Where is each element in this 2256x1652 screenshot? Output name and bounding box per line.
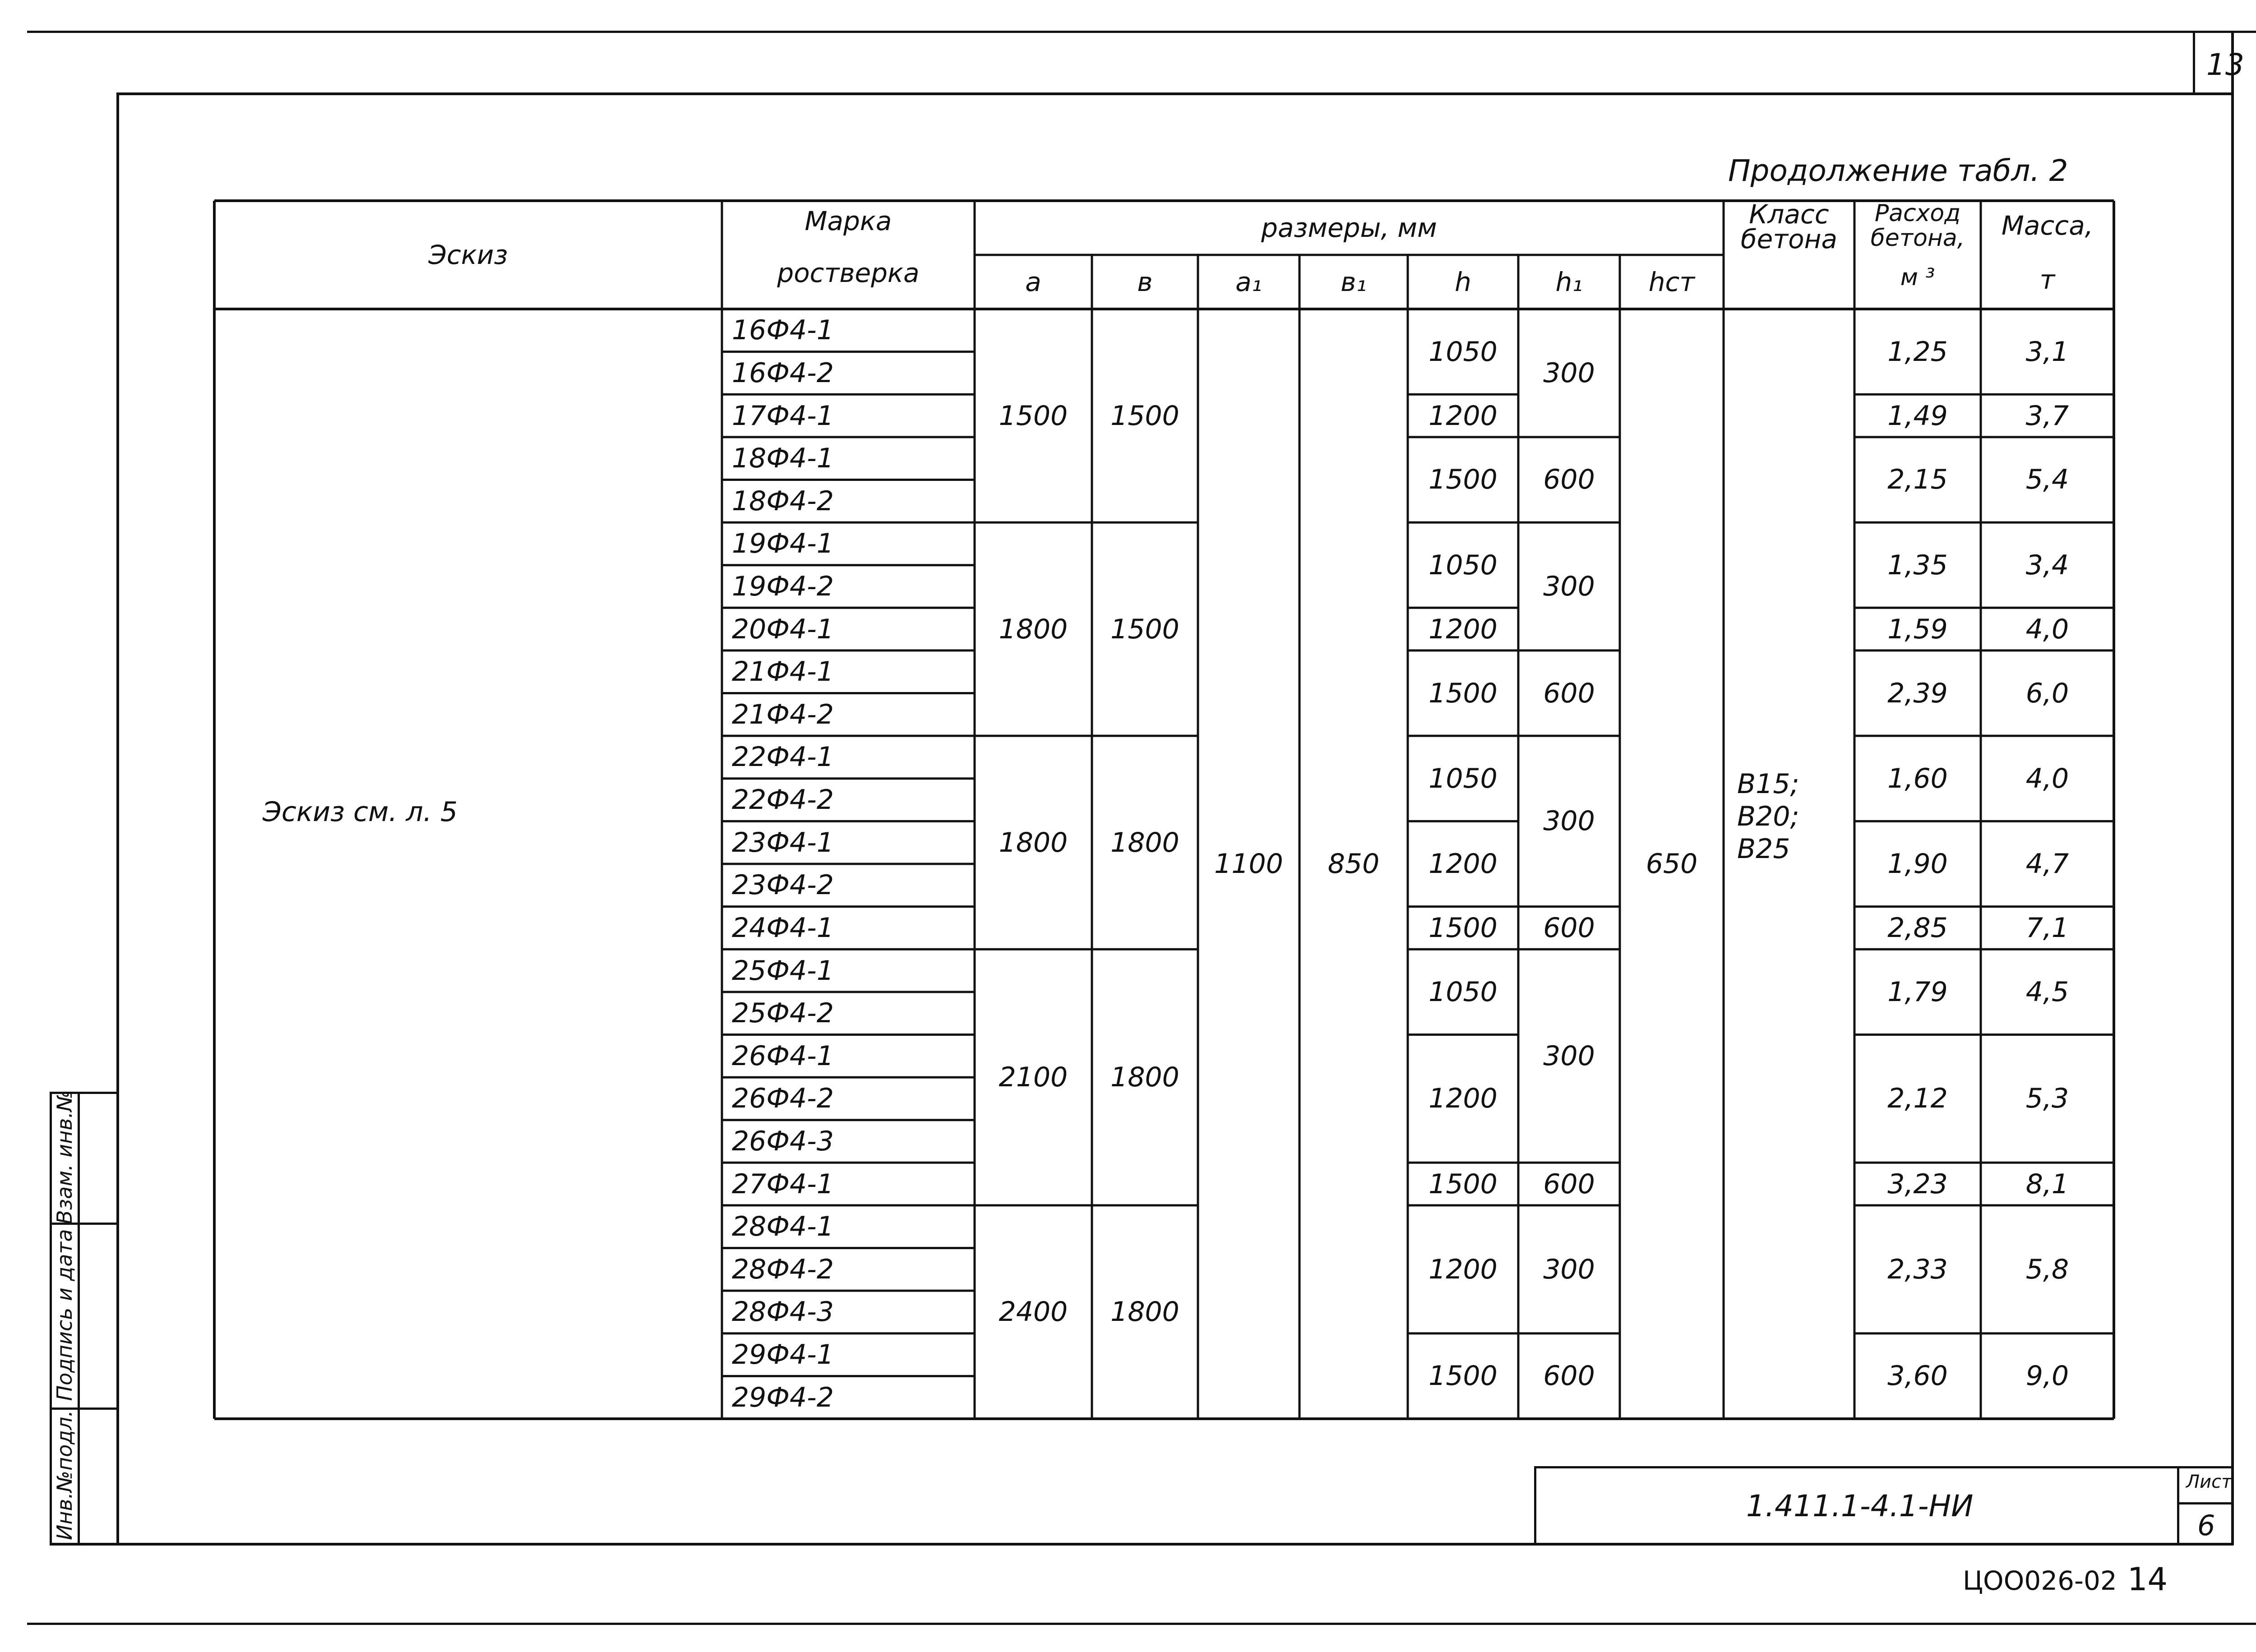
sheet-number-top: 13 (2206, 47, 2244, 82)
h1-value: 600 (1543, 1360, 1595, 1392)
a-value: 1800 (999, 613, 1068, 645)
volume-value: 2,85 (1887, 912, 1948, 944)
sheet-value: 6 (2197, 1509, 2215, 1542)
mass-value: 7,1 (2025, 912, 2069, 944)
b-value: 1500 (1110, 613, 1179, 645)
mark-cell: 19Ф4-2 (732, 570, 834, 602)
mass-value: 4,5 (2025, 976, 2069, 1008)
header-dim-2: a₁ (1235, 267, 1262, 297)
mass-value: 4,0 (2025, 613, 2069, 645)
mark-cell: 16Ф4-1 (732, 314, 834, 346)
h-value: 1500 (1428, 912, 1498, 944)
h-value: 1500 (1428, 464, 1498, 496)
h-value: 1050 (1428, 976, 1498, 1008)
header-mark-2: ростверка (777, 258, 920, 288)
h1-value: 600 (1543, 677, 1595, 709)
mark-cell: 28Ф4-2 (732, 1253, 834, 1285)
sketch-reference: Эскиз см. л. 5 (263, 796, 458, 828)
h1-value: 300 (1543, 570, 1595, 602)
sheet-label: Лист (2186, 1472, 2232, 1492)
header-dim-4: h (1455, 267, 1471, 297)
mark-cell: 24Ф4-1 (732, 912, 834, 944)
mark-cell: 23Ф4-1 (732, 826, 834, 858)
mark-cell: 18Ф4-1 (732, 443, 834, 475)
volume-value: 2,12 (1887, 1083, 1948, 1115)
mass-value: 3,1 (2025, 336, 2069, 368)
mark-cell: 26Ф4-3 (732, 1125, 834, 1157)
h-value: 1200 (1428, 1253, 1498, 1285)
h-value: 1500 (1428, 677, 1498, 709)
mark-cell: 23Ф4-2 (732, 869, 834, 901)
header-dim-3: в₁ (1341, 267, 1367, 297)
b-value: 1800 (1110, 1061, 1179, 1094)
header-dim-0: a (1025, 267, 1041, 297)
mark-cell: 21Ф4-2 (732, 698, 834, 730)
h-value: 1200 (1428, 613, 1498, 645)
header-mass-2: т (2039, 264, 2055, 295)
header-dim-1: в (1137, 267, 1153, 297)
header-consumption-1: Расход (1874, 199, 1961, 227)
mark-cell: 28Ф4-1 (732, 1211, 834, 1243)
a1-value: 1100 (1214, 848, 1283, 880)
mark-cell: 17Ф4-1 (732, 400, 834, 432)
header-dim-6: hст (1648, 267, 1695, 297)
volume-value: 2,15 (1887, 464, 1948, 496)
volume-value: 1,79 (1887, 976, 1948, 1008)
h-value: 1200 (1428, 400, 1498, 432)
h1-value: 600 (1543, 464, 1595, 496)
b-value: 1500 (1110, 400, 1179, 432)
stamp-inv-number: Инв.№подл. (52, 1410, 77, 1541)
mark-cell: 16Ф4-2 (732, 357, 834, 389)
mark-cell: 25Ф4-2 (732, 997, 834, 1029)
bottom-page: 14 (2127, 1561, 2168, 1598)
volume-value: 1,25 (1887, 336, 1948, 368)
h1-value: 600 (1543, 1168, 1595, 1200)
volume-value: 1,49 (1887, 400, 1948, 432)
mass-value: 5,4 (2025, 464, 2069, 496)
volume-value: 1,59 (1887, 613, 1948, 645)
header-mark-1: Марка (804, 206, 892, 236)
h1-value: 300 (1543, 805, 1595, 837)
hst-value: 650 (1646, 848, 1698, 880)
mass-value: 8,1 (2025, 1168, 2069, 1200)
volume-value: 3,23 (1887, 1168, 1948, 1200)
mark-cell: 18Ф4-2 (732, 485, 834, 517)
volume-value: 3,60 (1887, 1360, 1948, 1392)
header-mass-1: Масса, (2001, 210, 2094, 241)
b1-value: 850 (1327, 848, 1380, 880)
header-concrete-class-2: бетона (1740, 224, 1838, 254)
header-sketch: Эскиз (428, 240, 508, 270)
volume-value: 1,35 (1887, 549, 1948, 581)
b-value: 1800 (1110, 826, 1179, 858)
stamp-replace-inv: Взам. инв.№ (52, 1090, 77, 1224)
mass-value: 4,7 (2025, 848, 2069, 880)
h1-value: 600 (1543, 912, 1595, 944)
mark-cell: 21Ф4-1 (732, 656, 834, 688)
mark-cell: 29Ф4-2 (732, 1381, 834, 1413)
mark-cell: 22Ф4-1 (732, 741, 834, 773)
header-consumption-3: м ³ (1900, 264, 1935, 291)
mark-cell: 29Ф4-1 (732, 1339, 834, 1371)
a-value: 2100 (999, 1061, 1068, 1094)
volume-value: 1,60 (1887, 762, 1948, 794)
h-value: 1200 (1428, 1083, 1498, 1115)
h1-value: 300 (1543, 1253, 1595, 1285)
header-concrete-class-1: Класс (1749, 199, 1829, 230)
h-value: 1200 (1428, 848, 1498, 880)
mark-cell: 25Ф4-1 (732, 955, 834, 987)
volume-value: 2,33 (1887, 1253, 1948, 1285)
header-dims: размеры, мм (1261, 212, 1437, 243)
mass-value: 4,0 (2025, 762, 2069, 794)
a-value: 1800 (999, 826, 1068, 858)
volume-value: 1,90 (1887, 848, 1948, 880)
mass-value: 3,7 (2025, 400, 2069, 432)
volume-value: 2,39 (1887, 677, 1948, 709)
h-value: 1050 (1428, 549, 1498, 581)
mark-cell: 27Ф4-1 (732, 1168, 834, 1200)
mass-value: 6,0 (2025, 677, 2069, 709)
b-value: 1800 (1110, 1296, 1179, 1328)
h-value: 1050 (1428, 762, 1498, 794)
header-dim-5: h₁ (1555, 267, 1583, 297)
mass-value: 5,8 (2025, 1253, 2069, 1285)
mark-cell: 26Ф4-1 (732, 1040, 834, 1072)
a-value: 2400 (999, 1296, 1068, 1328)
mark-cell: 20Ф4-1 (732, 613, 834, 645)
mark-cell: 26Ф4-2 (732, 1083, 834, 1115)
h-value: 1050 (1428, 336, 1498, 368)
a-value: 1500 (999, 400, 1068, 432)
concrete-classes: В15; В20; В25 (1737, 768, 1799, 865)
document-code: 1.411.1-4.1-НИ (1746, 1489, 1974, 1523)
h1-value: 300 (1543, 1040, 1595, 1072)
header-consumption-2: бетона, (1870, 224, 1965, 252)
bottom-code: ЦОО026-02 (1963, 1565, 2117, 1596)
mass-value: 9,0 (2025, 1360, 2069, 1392)
h1-value: 300 (1543, 357, 1595, 389)
h-value: 1500 (1428, 1168, 1498, 1200)
mark-cell: 22Ф4-2 (732, 784, 834, 816)
table-caption: Продолжение табл. 2 (1728, 153, 2068, 188)
mass-value: 5,3 (2025, 1083, 2069, 1115)
mark-cell: 28Ф4-3 (732, 1296, 834, 1328)
h-value: 1500 (1428, 1360, 1498, 1392)
mark-cell: 19Ф4-1 (732, 528, 834, 560)
stamp-signature-date: Подпись и дата (52, 1229, 77, 1401)
mass-value: 3,4 (2025, 549, 2069, 581)
